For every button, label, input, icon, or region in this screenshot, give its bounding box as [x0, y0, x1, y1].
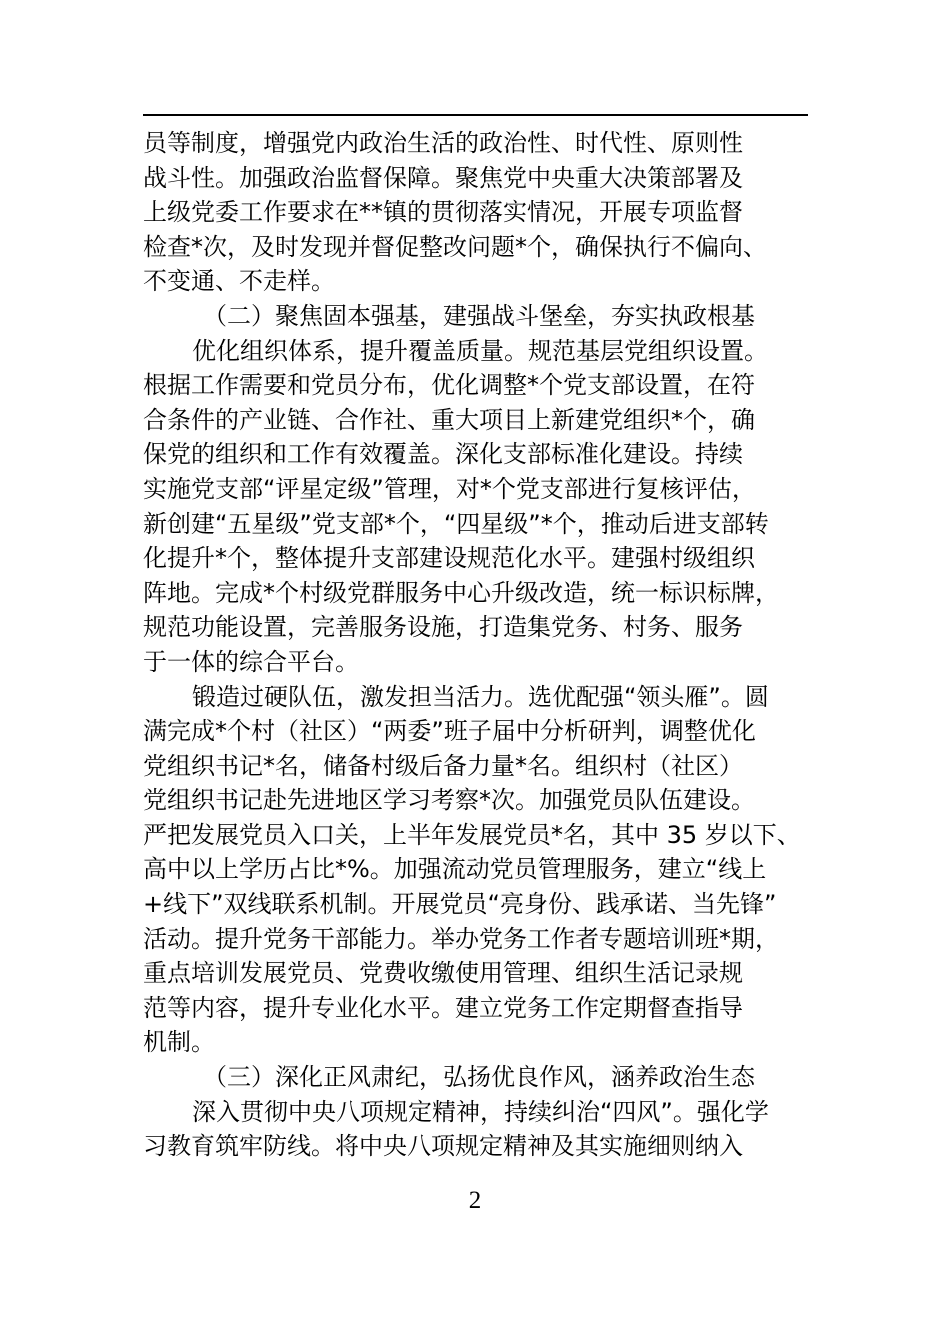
header-rule — [143, 114, 808, 116]
text-line: 新创建“五星级”党支部*个，“四星级”*个，推动后进支部转 — [143, 509, 769, 538]
text-line: 习教育筑牢防线。将中央八项规定精神及其实施细则纳入 — [143, 1132, 743, 1161]
text-line: 重点培训发展党员、党费收缴使用管理、组织生活记录规 — [143, 959, 743, 988]
text-line: 保党的组织和工作有效覆盖。深化支部标准化建设。持续 — [143, 440, 743, 469]
text-line: 化提升*个，整体提升支部建设规范化水平。建强村级组织 — [143, 544, 755, 573]
text-line: +线下”双线联系机制。开展党员“亮身份、践承诺、当先锋” — [143, 890, 777, 919]
text-line: 范等内容，提升专业化水平。建立党务工作定期督查指导 — [143, 993, 743, 1022]
text-line: 合条件的产业链、合作社、重大项目上新建党组织*个，确 — [143, 405, 755, 434]
section-heading: （二）聚焦固本强基，建强战斗堡垒，夯实执政根基 — [203, 301, 755, 330]
text-line: 检查*次，及时发现并督促整改问题*个，确保执行不偏向、 — [143, 232, 767, 261]
text-line: 阵地。完成*个村级党群服务中心升级改造，统一标识标牌， — [143, 578, 779, 607]
text-line: 活动。提升党务干部能力。举办党务工作者专题培训班*期， — [143, 924, 779, 953]
text-line: 规范功能设置，完善服务设施，打造集党务、村务、服务 — [143, 613, 743, 642]
text-line: 员等制度，增强党内政治生活的政治性、时代性、原则性 — [143, 129, 743, 157]
text-line: 实施党支部“评星定级”管理，对*个党支部进行复核评估， — [143, 474, 756, 503]
document-body — [143, 126, 823, 1164]
text-line: 战斗性。加强政治监督保障。聚焦党中央重大决策部署及 — [143, 163, 743, 192]
text-line: 党组织书记赴先进地区学习考察*次。加强党员队伍建设。 — [143, 786, 755, 815]
section-heading: （三）深化正风肃纪，弘扬优良作风，涵养政治生态 — [203, 1063, 755, 1092]
page-number: 2 — [468, 1187, 482, 1214]
text-line: 于一体的综合平台。 — [143, 647, 359, 676]
text-line: 深入贯彻中央八项规定精神，持续纠治“四风”。强化学 — [192, 1097, 769, 1126]
text-line: 上级党委工作要求在**镇的贯彻落实情况，开展专项监督 — [143, 198, 743, 227]
text-line: 不变通、不走样。 — [143, 267, 335, 296]
text-line: 党组织书记*名，储备村级后备力量*名。组织村（社区） — [143, 751, 743, 780]
text-line: 根据工作需要和党员分布，优化调整*个党支部设置，在符 — [143, 371, 755, 400]
text-line: 满完成*个村（社区）“两委”班子届中分析研判，调整优化 — [143, 717, 756, 746]
text-line: 优化组织体系，提升覆盖质量。规范基层党组织设置。 — [192, 336, 768, 365]
text-line: 锻造过硬队伍，激发担当活力。选优配强“领头雁”。圆 — [192, 682, 769, 711]
text-line: 机制。 — [143, 1028, 215, 1057]
text-line: 严把发展党员入口关，上半年发展党员*名，其中 35 岁以下、 — [143, 820, 801, 849]
text-line: 高中以上学历占比*%。加强流动党员管理服务，建立“线上 — [143, 855, 767, 884]
